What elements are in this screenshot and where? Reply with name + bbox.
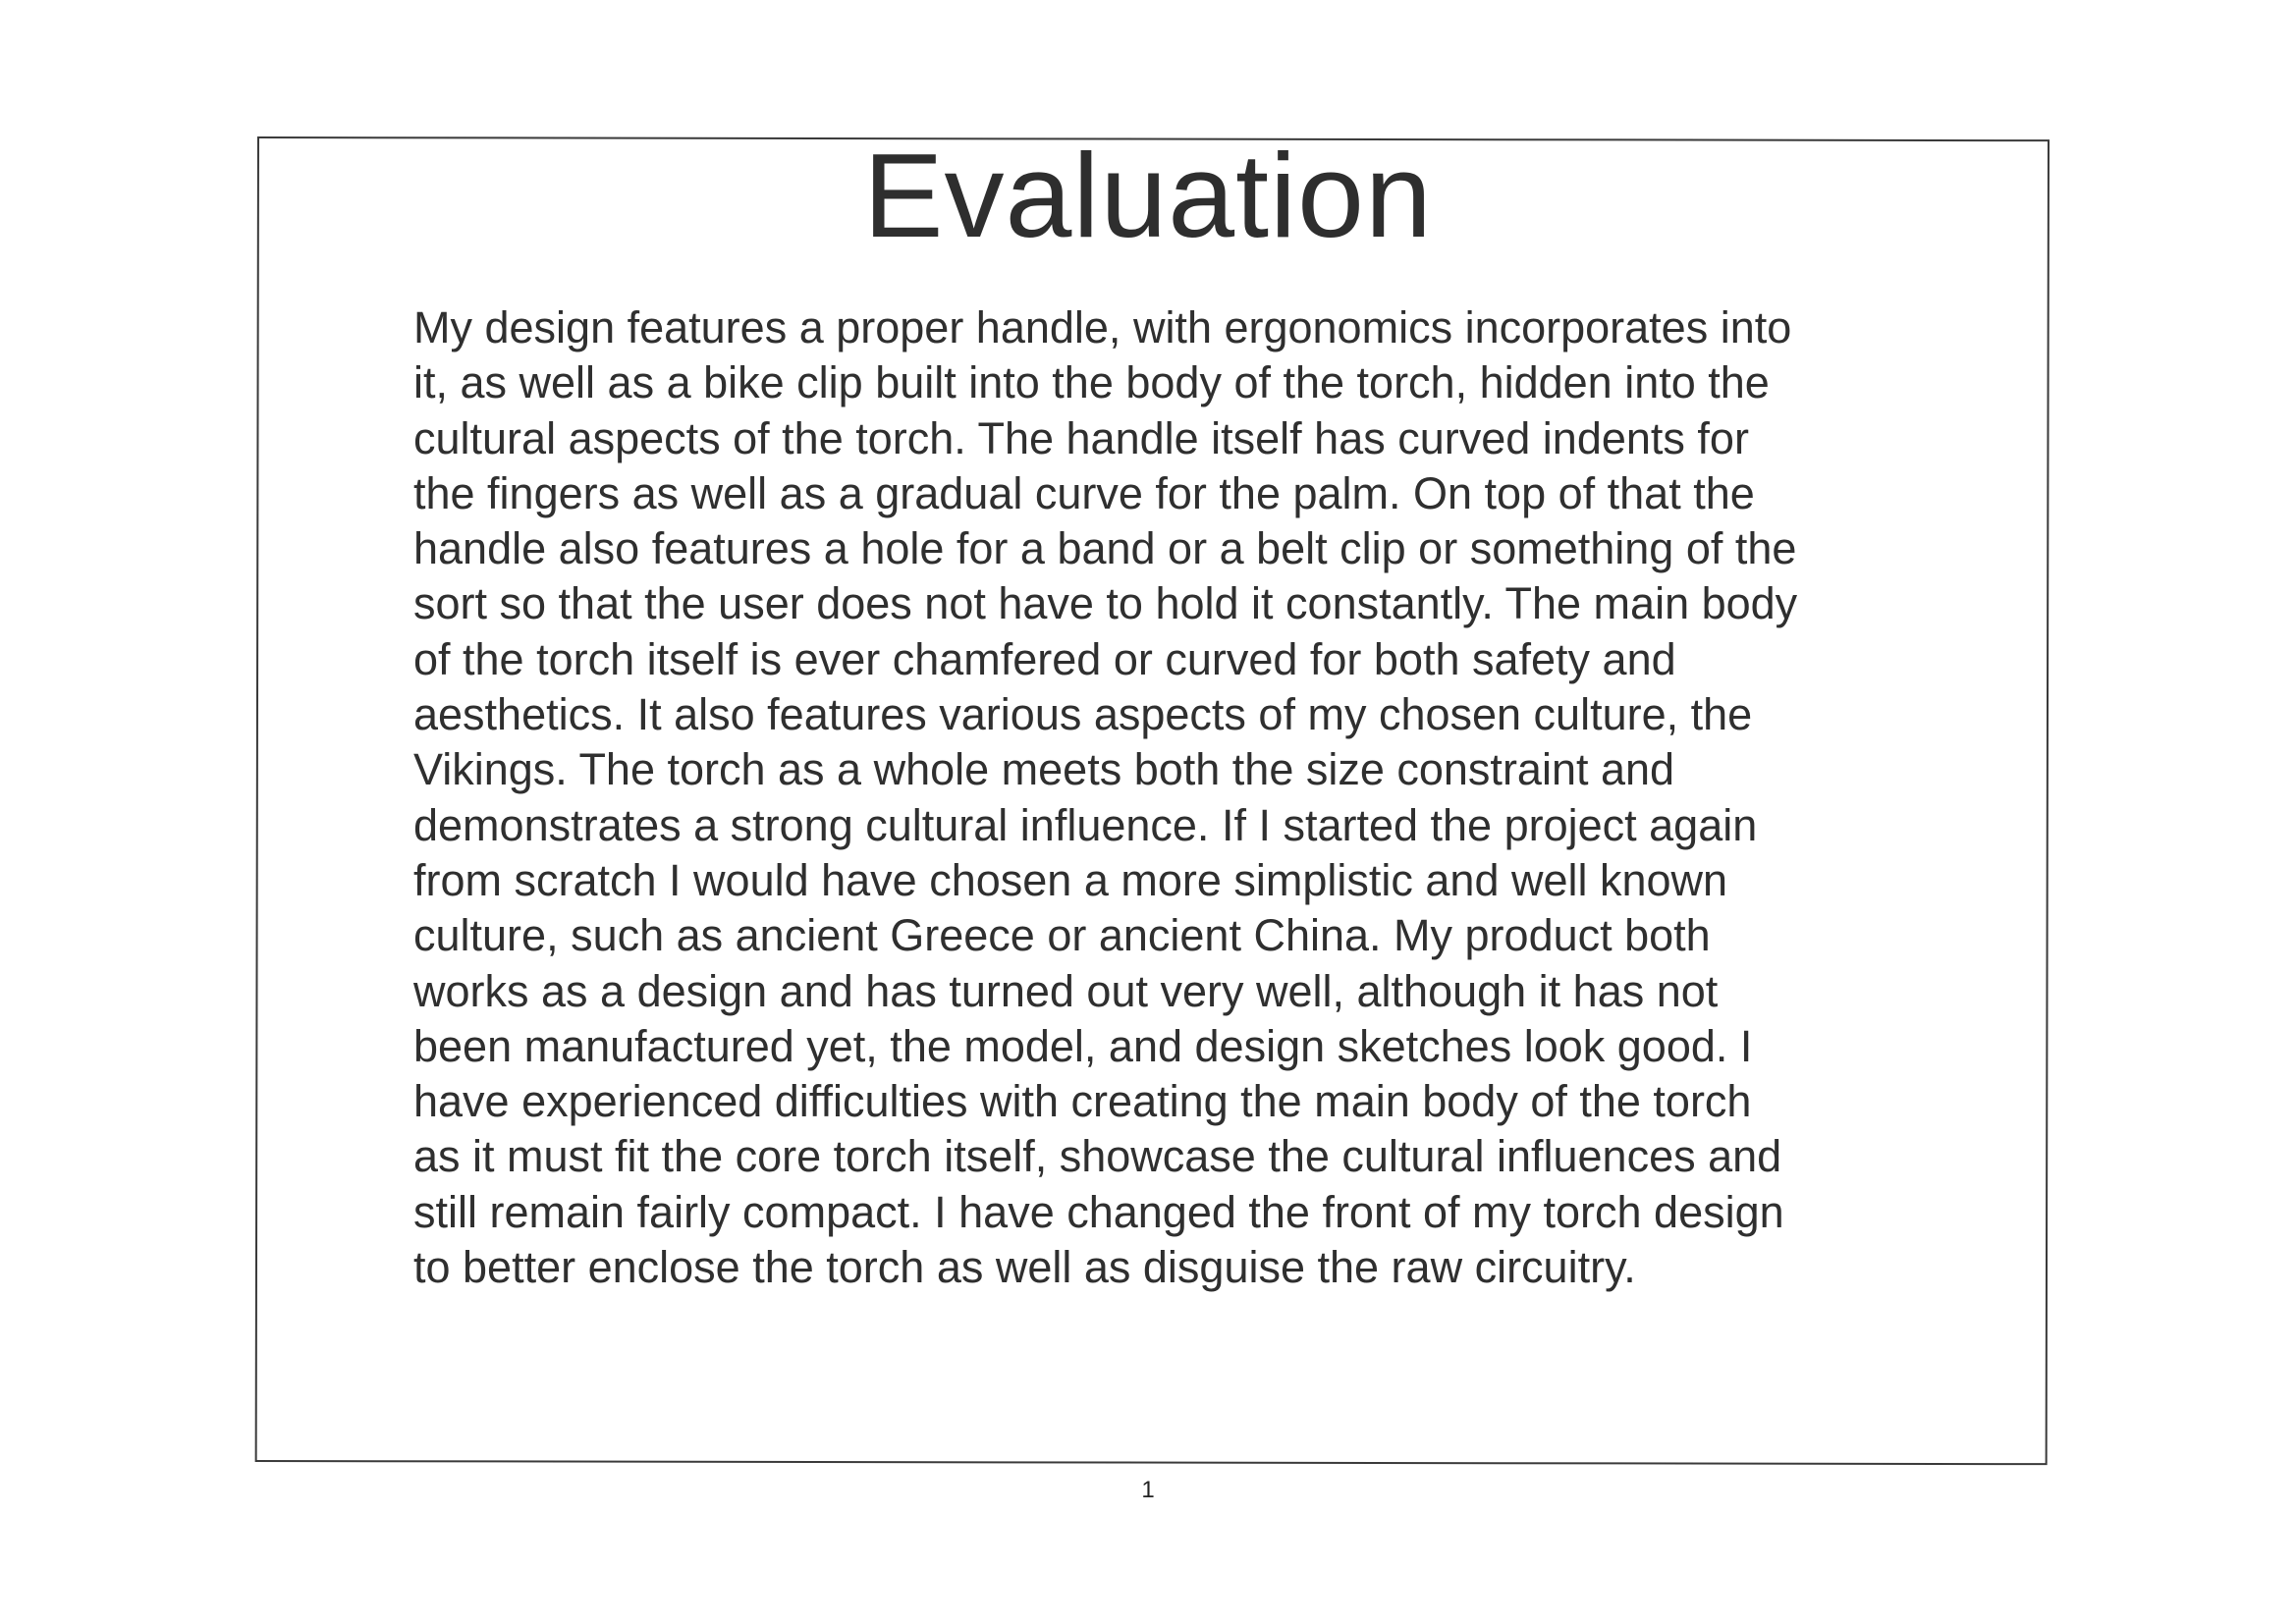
- page-number: 1: [1141, 1477, 1155, 1503]
- page-title: Evaluation: [863, 129, 1433, 262]
- paragraph-line: as it must fit the core torch itself, showcase the cultural influences and: [413, 1131, 1782, 1182]
- paragraph-line: cultural aspects of the torch. The handle itself has curved indents for: [413, 412, 1749, 463]
- paragraph-line: culture, such as ancient Greece or ancient China. My product both: [413, 910, 1711, 961]
- paragraph-line: have experienced difficulties with creating the main body of the torch: [413, 1076, 1752, 1127]
- paragraph-line: from scratch I would have chosen a more simplistic and well known: [413, 854, 1728, 905]
- paragraph-line: demonstrates a strong cultural influence. If I started the project again: [413, 799, 1758, 850]
- evaluation-paragraph: [413, 300, 1945, 1295]
- paragraph-line: Vikings. The torch as a whole meets both the size constraint and: [413, 744, 1675, 795]
- paragraph-line: the fingers as well as a gradual curve for the palm. On top of that the: [413, 467, 1755, 518]
- paragraph-line: handle also features a hole for a band or a belt clip or something of the: [413, 523, 1797, 574]
- paragraph-line: of the torch itself is ever chamfered or curved for both safety and: [413, 633, 1676, 684]
- paragraph-line: works as a design and has turned out very well, although it has not: [413, 965, 1719, 1016]
- paragraph-line: it, as well as a bike clip built into the body of the torch, hidden into the: [413, 357, 1770, 408]
- paragraph-line: to better enclose the torch as well as disguise the raw circuitry.: [413, 1242, 1636, 1293]
- paragraph-line: been manufactured yet, the model, and design sketches look good. I: [413, 1020, 1753, 1071]
- paragraph-line: aesthetics. It also features various aspects of my chosen culture, the: [413, 689, 1753, 740]
- paragraph-line: still remain fairly compact. I have changed the front of my torch design: [413, 1186, 1784, 1237]
- paragraph-line: sort so that the user does not have to hold it constantly. The main body: [413, 578, 1798, 629]
- paragraph-line: My design features a proper handle, with ergonomics incorporates into: [413, 302, 1792, 352]
